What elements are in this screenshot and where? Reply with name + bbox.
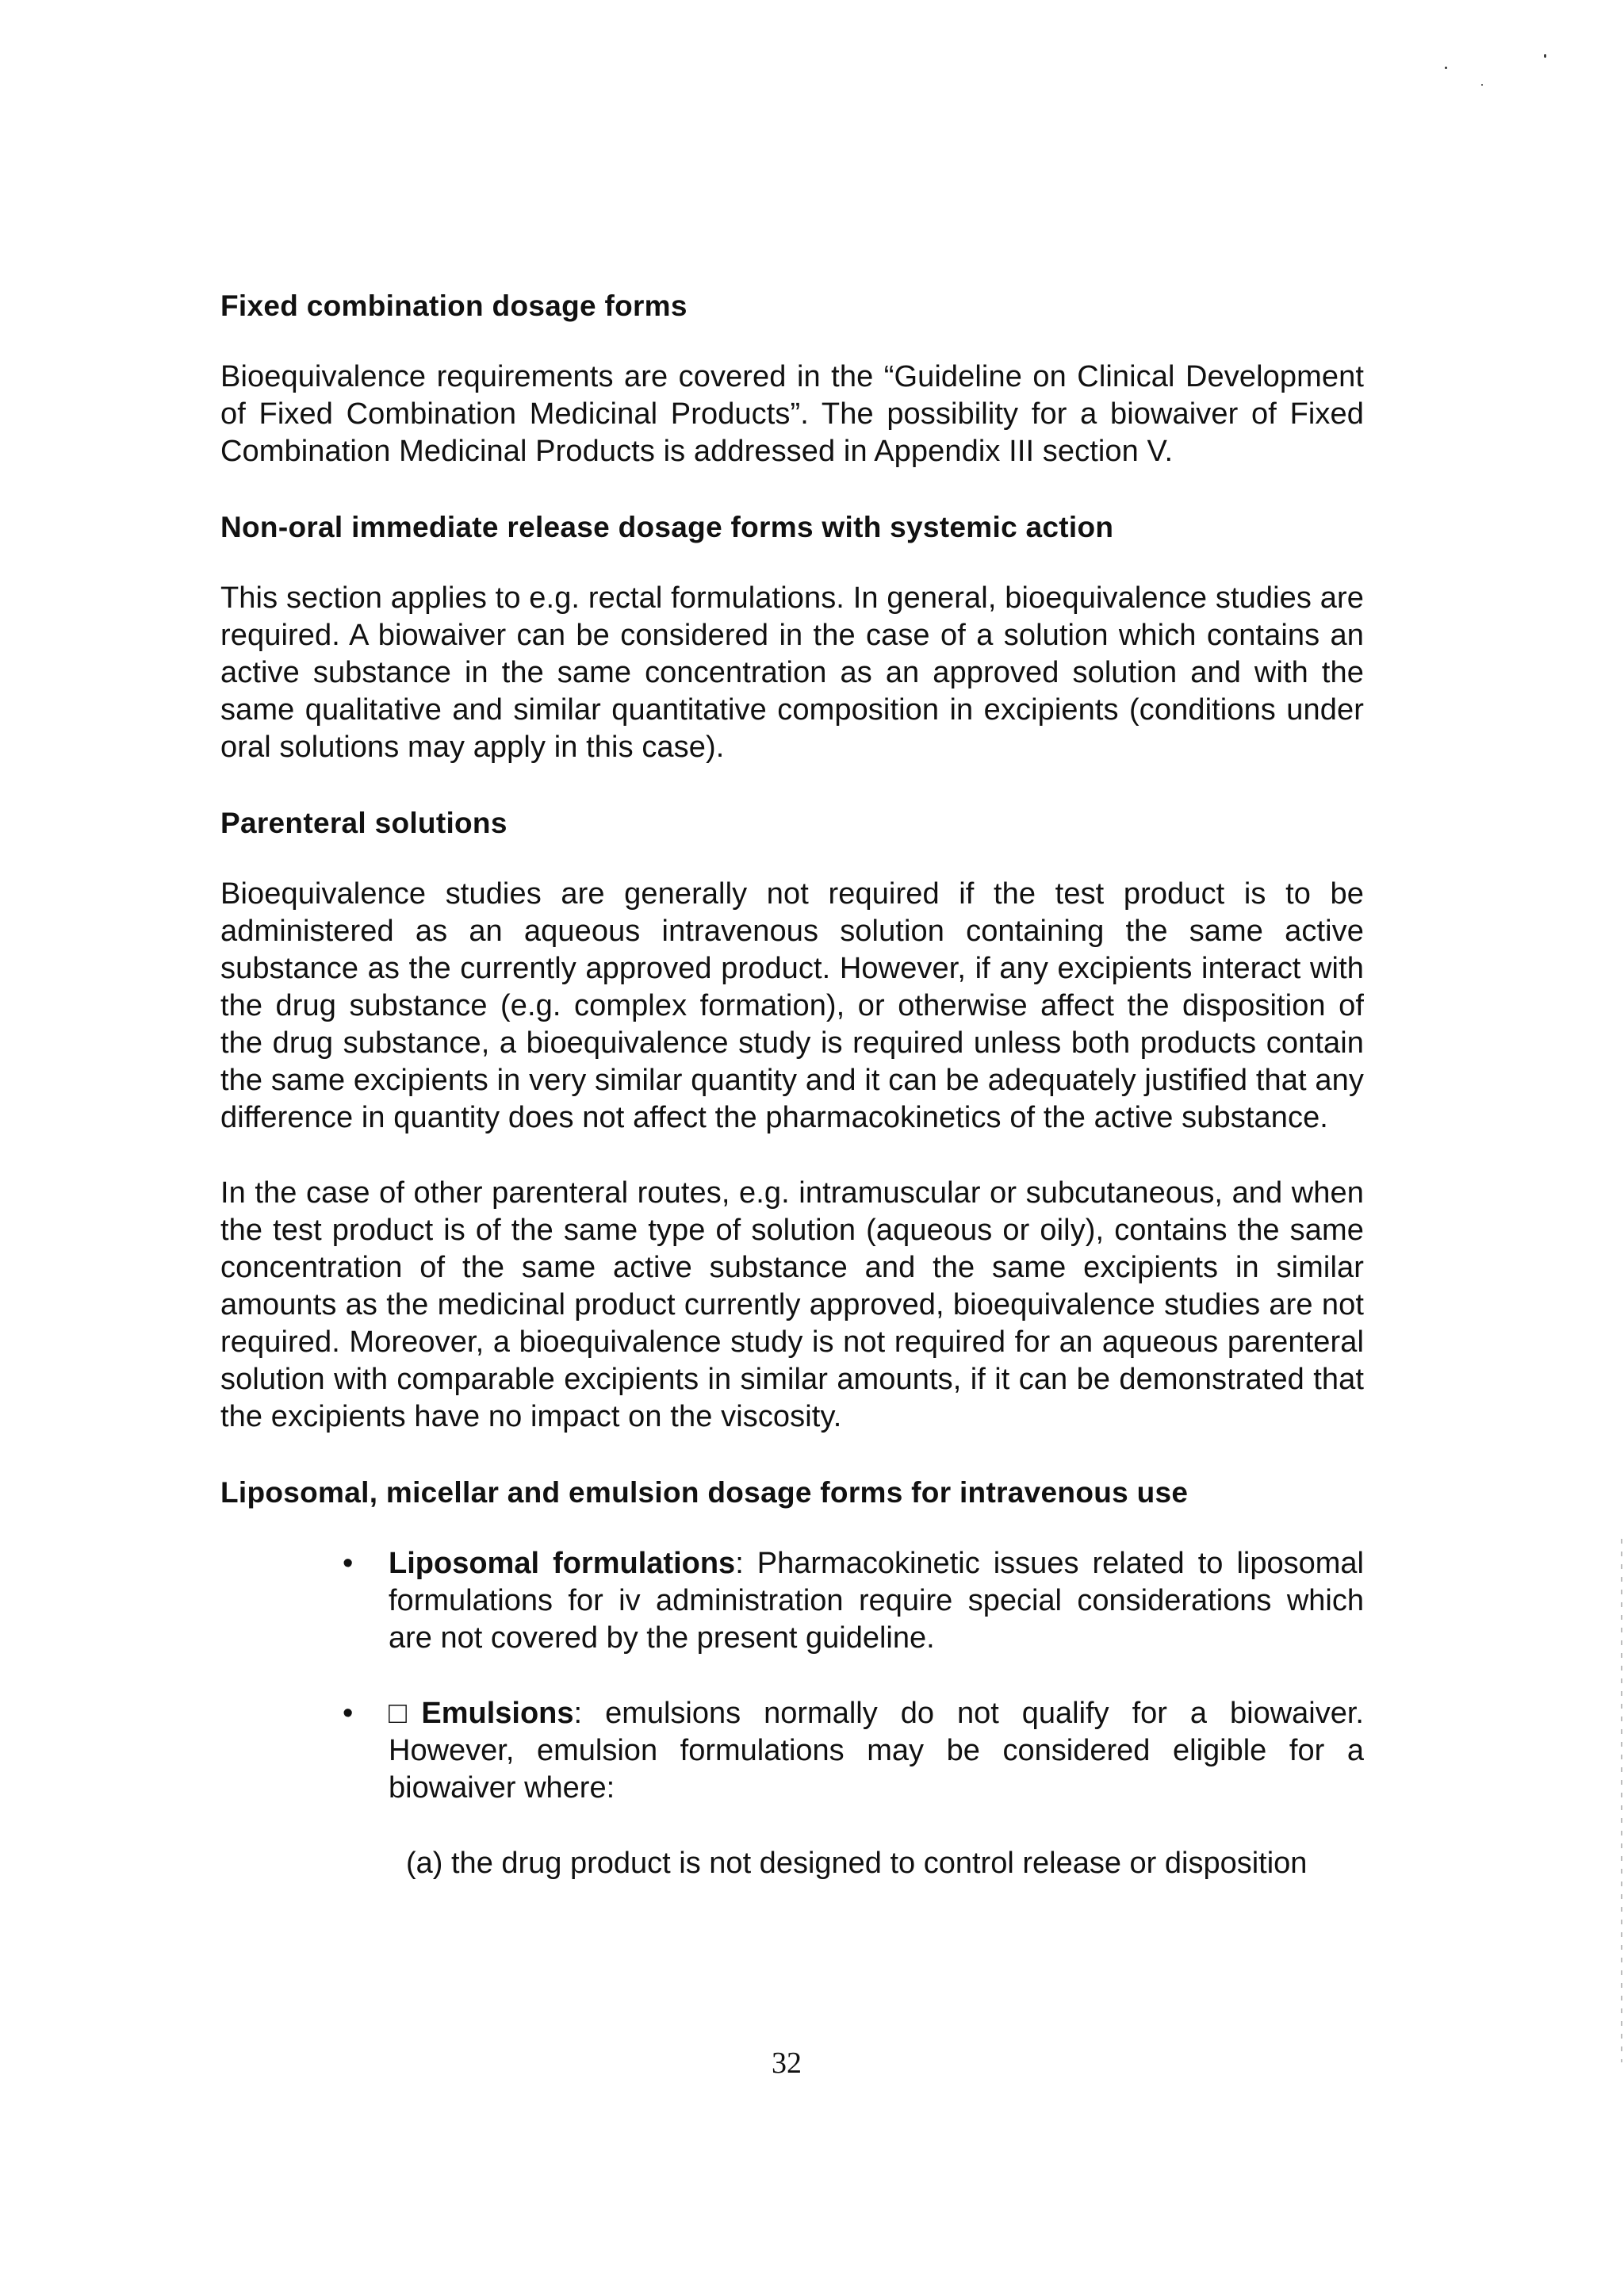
bullet-text: : emulsions normally do not qualify for a biowaiver. However, emulsion formulations may be considered eligible for a biowaiver where: [389, 1697, 1364, 1805]
paragraph: This section applies to e.g. rectal formulations. In general, bioequivalence studies are required. A biowaiver can be considered in the case of a solution which contains an active substance in the same concentration as an approved solution and with the same qualitative and similar quantitative composition in excipients (conditions under oral solutions may apply in this case). [220, 581, 1364, 764]
bullet-icon: • [343, 1547, 354, 1580]
bullet-list [220, 1545, 1364, 1807]
list-item [343, 1695, 1364, 1807]
bullet-icon: • [343, 1697, 354, 1730]
page-content [220, 287, 1364, 1882]
bullet-term: Emulsions [421, 1697, 574, 1730]
bullet-text: : Pharmacokinetic issues related to liposomal formulations for iv administration require special considerations which are not covered by the present guideline. [389, 1547, 1364, 1655]
paragraph: Bioequivalence requirements are covered in the “Guideline on Clinical Development of Fixed Combination Medicinal Products”. The possibility for a biowaiver of Fixed Combination Medicinal Products is addressed in Appendix III section V. [220, 360, 1364, 468]
scan-edge-marks [1621, 1539, 1622, 2062]
section-heading-parenteral: Parenteral solutions [220, 807, 508, 839]
sub-list-item: (a) the drug product is not designed to control release or disposition [406, 1847, 1308, 1880]
bullet-term: Liposomal formulations [389, 1547, 736, 1580]
section-heading-fixed-combination: Fixed combination dosage forms [220, 290, 688, 322]
section-heading-liposomal: Liposomal, micellar and emulsion dosage forms for intravenous use [220, 1476, 1189, 1509]
section-heading-non-oral: Non-oral immediate release dosage forms with systemic action [220, 511, 1114, 543]
page-number: 32 [772, 2046, 802, 2080]
paragraph: In the case of other parenteral routes, e.g. intramuscular or subcutaneous, and when the test product is of the same type of solution (aqueous or oily), contains the same concentration of the same active substance and the same excipients in similar amounts as the medicinal product currently approved, bioequivalence studies are not required. Moreover, a bioequivalence study is not required for an aqueous parenteral solution with comparable excipients in similar amounts, if it can be demonstrated that the excipients have no impact on the viscosity. [220, 1176, 1364, 1433]
scan-speck [1445, 67, 1447, 69]
list-item [343, 1545, 1364, 1657]
paragraph: Bioequivalence studies are generally not required if the test product is to be administered as an aqueous intravenous solution containing the same active substance as the currently approved product. However, if any excipients interact with the drug substance (e.g. complex formation), or otherwise affect the disposition of the drug substance, a bioequivalence study is required unless both products contain the same excipients in very similar quantity and it can be adequately justified that any difference in quantity does not affect the pharmacokinetics of the active substance. [220, 877, 1364, 1134]
scan-speck [1481, 84, 1483, 86]
scan-speck [1544, 54, 1546, 58]
missing-glyph-box: □ [389, 1697, 422, 1730]
